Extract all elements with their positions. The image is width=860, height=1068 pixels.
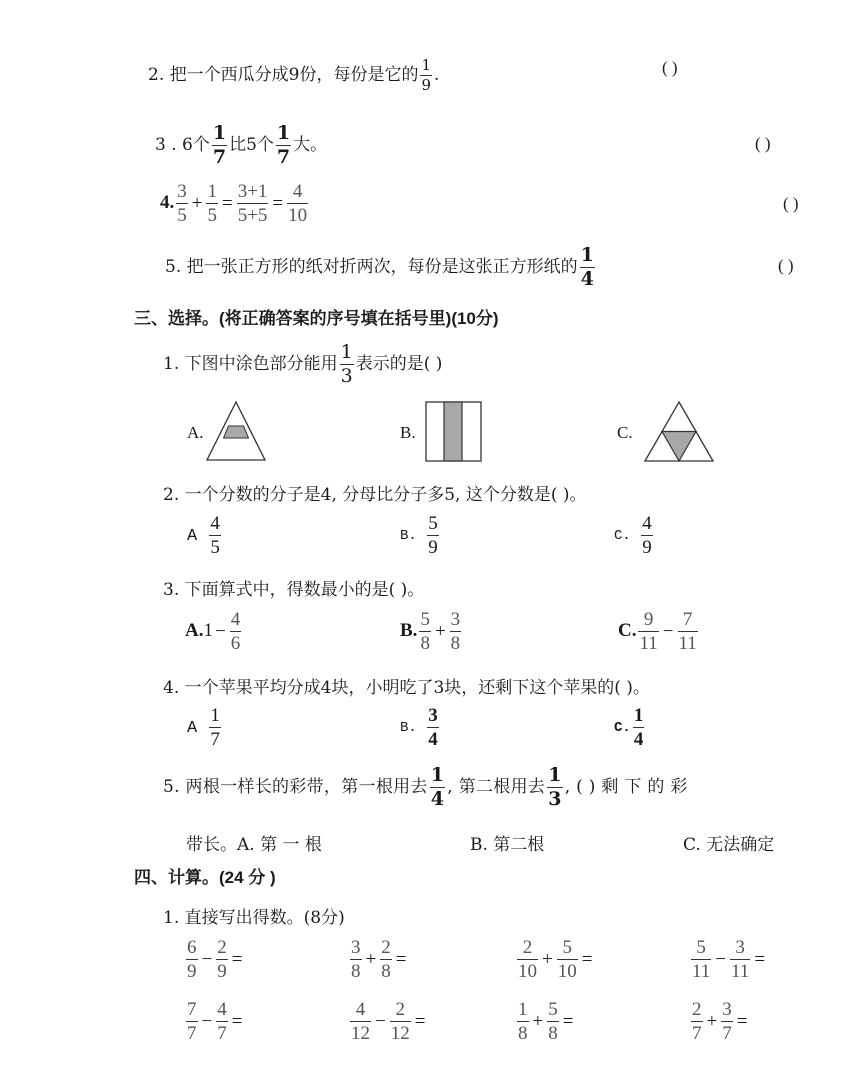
fraction: $\frac{1}{5}$	[207, 181, 217, 226]
choice-q2-option-a[interactable]: A $\frac{4}{5}$	[187, 513, 220, 558]
choice-q3-option-c[interactable]: C. $\frac{9}{11}$ − $\frac{7}{11}$	[618, 609, 697, 654]
fraction: $\frac{5}{9}$	[428, 513, 438, 558]
choice-q4: 4. 一个苹果平均分成4块，小明吃了3块，还剩下这个苹果的( )。	[163, 678, 650, 698]
choice-q4-option-c[interactable]: C. $\frac{1}{4}$	[614, 705, 644, 750]
fraction: $\frac{1}{7}$	[212, 122, 227, 168]
calc-problem: $\frac{4}{12}$ − $\frac{2}{12}$ =	[351, 999, 426, 1044]
fraction: $\frac{1}{9}$	[421, 56, 431, 94]
fraction: $\frac{4}{6}$	[230, 609, 241, 654]
fraction: $\frac{4}{10}$	[288, 181, 308, 226]
fraction: $\frac{1}{4}$	[430, 764, 445, 810]
calc-problem: $\frac{2}{10}$ + $\frac{5}{10}$ =	[518, 937, 593, 982]
choice-q3: 3. 下面算式中，得数最小的是( )。	[163, 580, 425, 600]
fraction: $\frac{4}{9}$	[642, 513, 652, 558]
triangle-figure-c	[643, 400, 715, 464]
option-b-label[interactable]: B.	[400, 423, 416, 442]
choice-q4-option-a[interactable]: A $\frac{1}{7}$	[187, 705, 220, 750]
fraction: $\frac{3}{4}$	[428, 705, 438, 750]
fraction: $\frac{1}{3}$	[548, 764, 562, 810]
section-title: 四、计算。(24 分 )	[134, 868, 276, 887]
section-title: 三、选择。(将正确答案的序号填在括号里)(10分)	[134, 309, 499, 328]
choice-q2-option-c[interactable]: C. $\frac{4}{9}$	[614, 513, 652, 558]
rectangle-figure-b	[425, 401, 483, 463]
calc-problem: $\frac{5}{11}$ − $\frac{3}{11}$ =	[692, 937, 766, 982]
triangle-figure-a	[204, 400, 268, 464]
choice-q5-option-c[interactable]: C. 无法确定	[683, 835, 775, 855]
choice-q2: 2. 一个分数的分子是4, 分母比分子多5, 这个分数是( )。	[163, 485, 587, 505]
fraction: $\frac{4}{5}$	[210, 513, 220, 558]
fraction: $\frac{9}{11}$	[639, 609, 658, 654]
choice-q2-option-b[interactable]: B. $\frac{5}{9}$	[400, 513, 438, 558]
fraction: $\frac{1}{4}$	[633, 705, 644, 750]
fraction: $\frac{1}{3}$	[340, 341, 353, 387]
answer-paren[interactable]: ( )	[662, 58, 678, 77]
fraction: $\frac{1}{4}$	[580, 244, 594, 290]
fraction: $\frac{3}{8}$	[450, 609, 461, 654]
judge-q2: 2. 把一个西瓜分成9份，每份是它的 $\frac{1}{9}$ .	[148, 56, 440, 94]
choice-q1: 1. 下图中涂色部分能用 $\frac{1}{3}$ 表示的是( )	[163, 341, 443, 387]
fraction: $\frac{5}{8}$	[420, 609, 430, 654]
fraction: $\frac{1}{7}$	[276, 122, 291, 168]
choice-q5-option-a[interactable]: 带长。A. 第 一 根	[186, 835, 322, 855]
answer-paren[interactable]: ( )	[755, 134, 771, 153]
fraction: $\frac{3}{5}$	[177, 181, 187, 226]
choice-q5: 5. 两根一样长的彩带，第一根用去 $\frac{1}{4}$ , 第二根用去 $\frac{1}{3}$ , ( ) 剩 下 的 彩	[163, 764, 688, 810]
option-a-label[interactable]: A.	[187, 423, 204, 442]
choice-q3-option-a[interactable]: A.1 − $\frac{4}{6}$	[185, 609, 241, 654]
calc-q1-title: 1. 直接写出得数。(8分)	[163, 908, 345, 928]
option-c-label[interactable]: C.	[617, 423, 633, 442]
judge-q2-text: 2. 把一个西瓜分成9份，每份是它的	[148, 65, 419, 85]
choice-q3-option-b[interactable]: B. $\frac{5}{8}$ + $\frac{3}{8}$	[400, 609, 461, 654]
calc-problem: $\frac{7}{7}$ − $\frac{4}{7}$ =	[187, 999, 243, 1044]
fraction: $\frac{3+1}{5+5}$	[237, 181, 268, 226]
choice-q4-option-b[interactable]: B. $\frac{3}{4}$	[400, 705, 438, 750]
answer-paren[interactable]: ( )	[783, 194, 799, 213]
calc-problem: $\frac{1}{8}$ + $\frac{5}{8}$ =	[518, 999, 574, 1044]
calc-problem: $\frac{6}{9}$ − $\frac{2}{9}$ =	[187, 937, 243, 982]
answer-paren[interactable]: ( )	[778, 256, 794, 275]
fraction: $\frac{7}{11}$	[678, 609, 697, 654]
calc-problem: $\frac{2}{7}$ + $\frac{3}{7}$ =	[692, 999, 748, 1044]
judge-q3: 3 . 6个 $\frac{1}{7}$ 比5个 $\frac{1}{7}$ 大。	[155, 122, 328, 168]
judge-q5: 5. 把一张正方形的纸对折两次，每份是这张正方形纸的 $\frac{1}{4}$	[165, 244, 594, 290]
fraction: $\frac{1}{7}$	[210, 705, 220, 750]
judge-q4: 4. $\frac{3}{5}$ + $\frac{1}{5}$ = $\frac{3+1}{5+5}$ = $\frac{4}{10}$	[160, 181, 308, 226]
calc-problem: $\frac{3}{8}$ + $\frac{2}{8}$ =	[351, 937, 407, 982]
choice-q5-option-b[interactable]: B. 第二根	[470, 835, 545, 855]
